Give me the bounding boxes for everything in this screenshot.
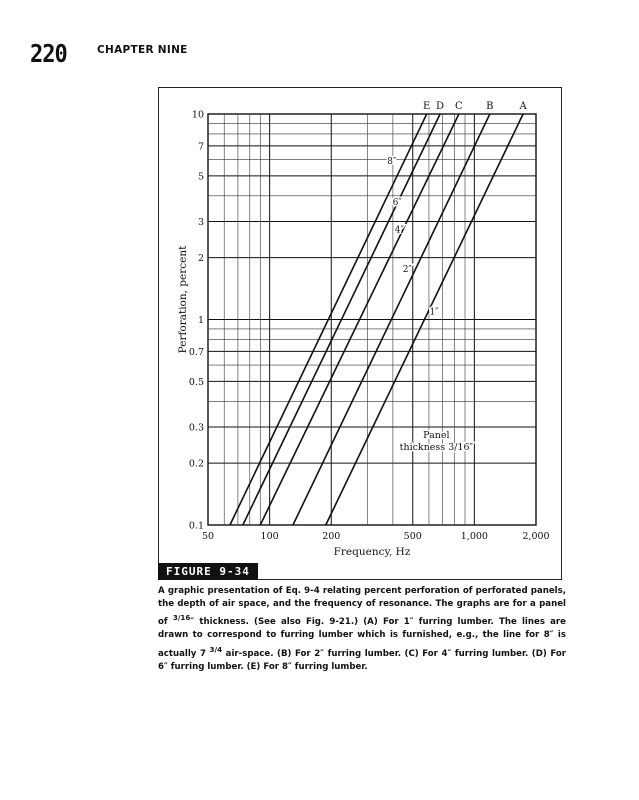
chapter-title: CHAPTER NINE <box>97 44 188 56</box>
chart-labels <box>177 101 550 558</box>
y-tick-label: 0.2 <box>188 458 204 470</box>
x-tick-label: 50 <box>201 531 215 542</box>
annotation-line-1: Panel <box>423 430 450 442</box>
depth-label: 4″ <box>394 225 404 236</box>
series-letter-C: C <box>455 101 463 112</box>
y-tick-label: 5 <box>197 171 204 183</box>
y-tick-label: 0.3 <box>188 422 204 434</box>
x-tick-label: 500 <box>403 531 422 542</box>
series-letter-A: A <box>519 101 527 112</box>
series-letter-B: B <box>486 101 494 112</box>
x-tick-label: 2,000 <box>522 531 550 542</box>
grid-major <box>208 114 536 525</box>
caption-text-1: A graphic presentation of Eq. 9-4 relating percent perforation of perforated panels, the depth of air space, and the frequency of resonance. The graphs are for a panel of <box>158 586 566 628</box>
annotation-line-2: thickness 3/16″ <box>399 442 474 454</box>
depth-label: 2″ <box>402 265 412 276</box>
y-tick-label: 2 <box>197 253 204 265</box>
page-number: 220 <box>30 40 67 69</box>
y-tick-label: 10 <box>191 109 204 121</box>
y-tick-label: 3 <box>197 216 204 228</box>
series-letter-D: D <box>436 101 445 112</box>
x-tick-label: 1,000 <box>460 531 488 542</box>
x-tick-label: 200 <box>322 531 341 542</box>
series-letter-E: E <box>423 101 431 112</box>
y-tick-label: 7 <box>197 141 204 153</box>
depth-label: 6″ <box>392 198 402 209</box>
x-tick-label: 100 <box>260 531 279 542</box>
y-axis-title: Perforation, percent <box>177 245 189 354</box>
depth-label: 8″ <box>387 157 397 168</box>
y-tick-label: 0.5 <box>188 376 204 388</box>
y-tick-label: 0.7 <box>188 346 204 358</box>
caption-fraction-2: 3/4 <box>209 644 223 654</box>
perforation-chart <box>158 87 562 580</box>
figure-caption <box>158 585 566 674</box>
caption-fraction-1: 3/16 <box>172 613 191 623</box>
x-axis-title: Frequency, Hz <box>333 546 411 558</box>
caption-text-3: air-space. (B) For 2″ furring lumber. (C) For 4″ furring lumber. (D) For 6″ furring lumber. (E) For 8″ furring lumber. <box>158 648 567 672</box>
y-tick-label: 1 <box>197 315 204 326</box>
y-tick-label: 0.1 <box>188 520 204 532</box>
figure-label: FIGURE 9-34 <box>158 563 258 580</box>
depth-label: 1″ <box>429 307 439 318</box>
caption-text-2: ″ thickness. (See also Fig. 9-21.) (A) For 1″ furring lumber. The lines are drawn to correspond to furring lumber which is furnished, e.g., the line for 8″ is actually 7 <box>158 617 566 659</box>
